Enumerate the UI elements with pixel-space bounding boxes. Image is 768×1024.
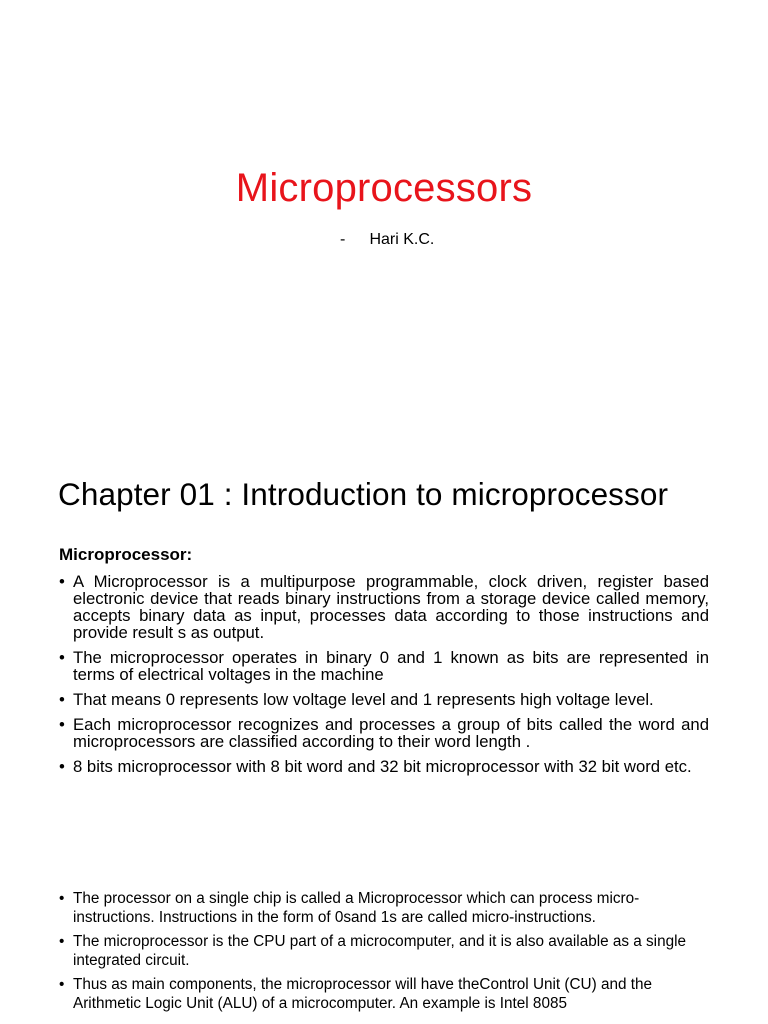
list-item bbox=[59, 573, 709, 641]
list-item-text: A Microprocessor is a multipurpose programmable, clock driven, register based electronic device that reads binary instructions from a storage device called memory, accepts binary data as input, processes data according to those instructions and provide result s as output. bbox=[73, 572, 709, 642]
author-name: Hari K.C. bbox=[369, 231, 435, 248]
bullet-icon: • bbox=[59, 572, 65, 591]
bullet-icon: • bbox=[59, 976, 65, 993]
presentation-title: Microprocessors bbox=[235, 166, 533, 210]
list-item-text: Thus as main components, the microprocessor will have theControl Unit (CU) and the Arithmetic Logic Unit (ALU) of a microcomputer. An example is Intel 8085 bbox=[73, 976, 652, 1012]
list-item bbox=[59, 890, 709, 927]
list-item bbox=[59, 716, 709, 750]
author-dash: - bbox=[340, 231, 346, 248]
bullet-icon: • bbox=[59, 890, 65, 907]
bullet-icon: • bbox=[59, 690, 65, 709]
list-item-text: That means 0 represents low voltage level and 1 represents high voltage level. bbox=[73, 690, 654, 709]
author-line bbox=[340, 231, 434, 249]
list-item bbox=[59, 933, 709, 970]
content-slide bbox=[0, 432, 768, 1024]
bullet-icon: • bbox=[59, 757, 65, 776]
bullet-list-secondary bbox=[59, 890, 709, 1019]
list-item-text: The processor on a single chip is called a Microprocessor which can process micro-instructions. Instructions in the form of 0sand 1s are called micro-instructions. bbox=[73, 890, 640, 926]
bullet-icon: • bbox=[59, 933, 65, 950]
chapter-title: Chapter 01 : Introduction to microprocessor bbox=[58, 476, 669, 512]
list-item bbox=[59, 758, 709, 775]
list-item bbox=[59, 649, 709, 683]
bullet-list-primary bbox=[59, 573, 709, 783]
list-item bbox=[59, 691, 709, 708]
bullet-icon: • bbox=[59, 715, 65, 734]
bullet-icon: • bbox=[59, 648, 65, 667]
list-item-text: 8 bits microprocessor with 8 bit word and 32 bit microprocessor with 32 bit word etc. bbox=[73, 757, 692, 776]
title-slide bbox=[0, 0, 768, 432]
list-item-text: Each microprocessor recognizes and processes a group of bits called the word and microprocessors are classified according to their word length . bbox=[73, 715, 709, 751]
list-item-text: The microprocessor is the CPU part of a microcomputer, and it is also available as a single integrated circuit. bbox=[73, 933, 686, 969]
list-item-text: The microprocessor operates in binary 0 and 1 known as bits are represented in terms of electrical voltages in the machine bbox=[73, 648, 709, 684]
section-heading: Microprocessor: bbox=[59, 545, 193, 564]
list-item bbox=[59, 976, 709, 1013]
